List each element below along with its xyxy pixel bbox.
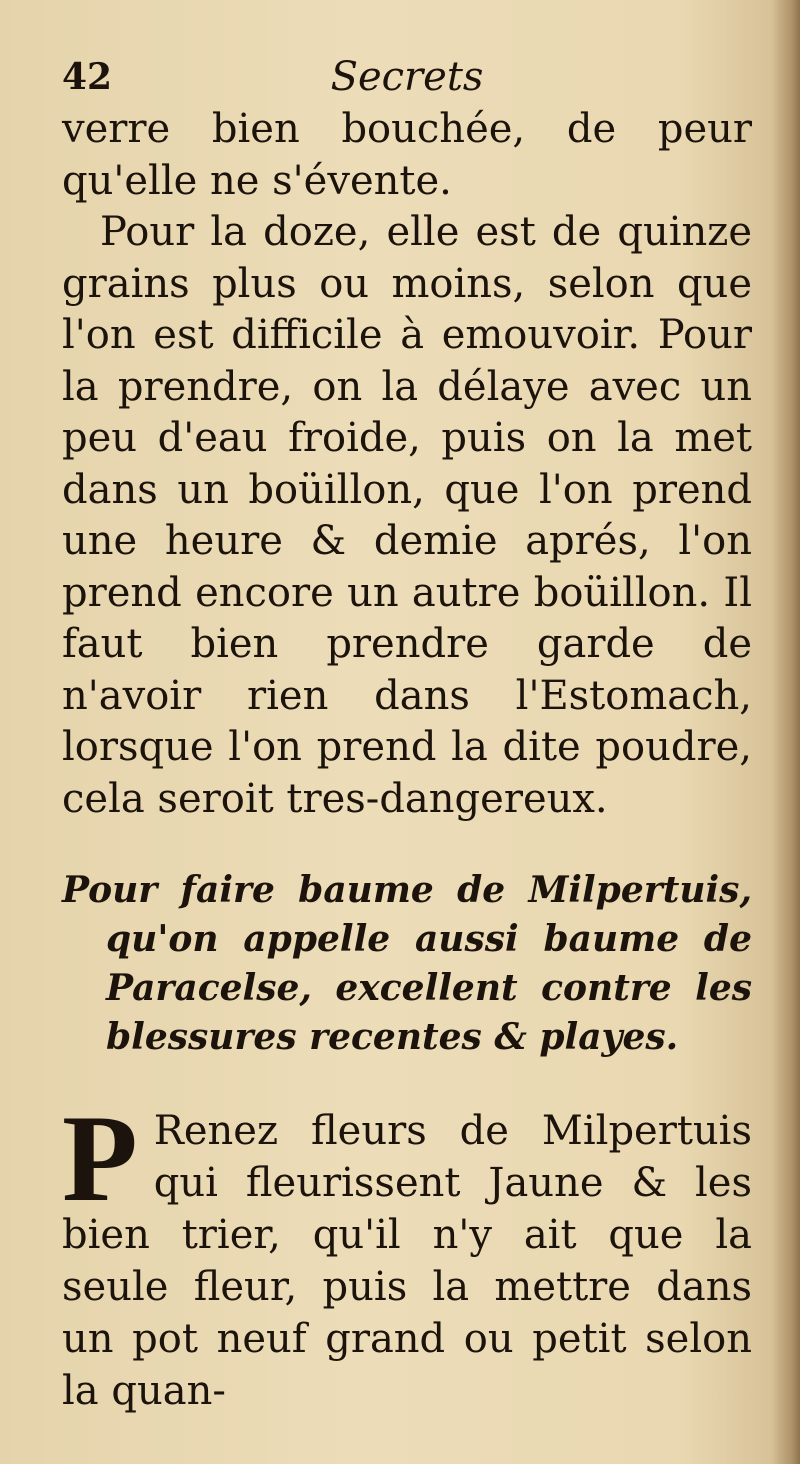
drop-cap: P [62,1090,138,1227]
paragraph-continuation: verre bien bouchée, de peur qu'elle ne s'évente. [62,106,752,204]
page-gutter-shadow [772,0,800,1464]
running-title: Secrets [330,54,484,100]
paragraph-dosage: Pour la doze, elle est de quinze grains plus ou moins, selon que l'on est difficile à emouvoir. Pour la prendre, on la délaye avec un peu d'eau froide, puis on la met dans un boüillon, que l'on prend une heure & demie aprés, l'on prend encore un autre boüillon. Il faut bien prendre garde de n'avoir rien dans l'Estomach, lorsque l'on prend la dite poudre, cela seroit tres-dangereux. [62,209,752,822]
recipe-paragraph: Renez fleurs de Milpertuis qui fleurissent Jaune & les bien trier, qu'il n'y ait que la seule fleur, puis la mettre dans un pot neuf grand ou petit selon la quan- [62,1108,752,1414]
recipe-heading [62,866,752,1062]
page-header [62,52,752,102]
recipe-heading-first-word: Pour faire [62,869,275,911]
body-text [62,104,752,825]
recipe-heading-text: baume de Milpertuis, qu'on appelle aussi baume de Paracelse, excellent contre les blessures recentes & playes. [106,869,752,1058]
page-number: 42 [62,56,113,98]
recipe-text [62,1090,752,1417]
